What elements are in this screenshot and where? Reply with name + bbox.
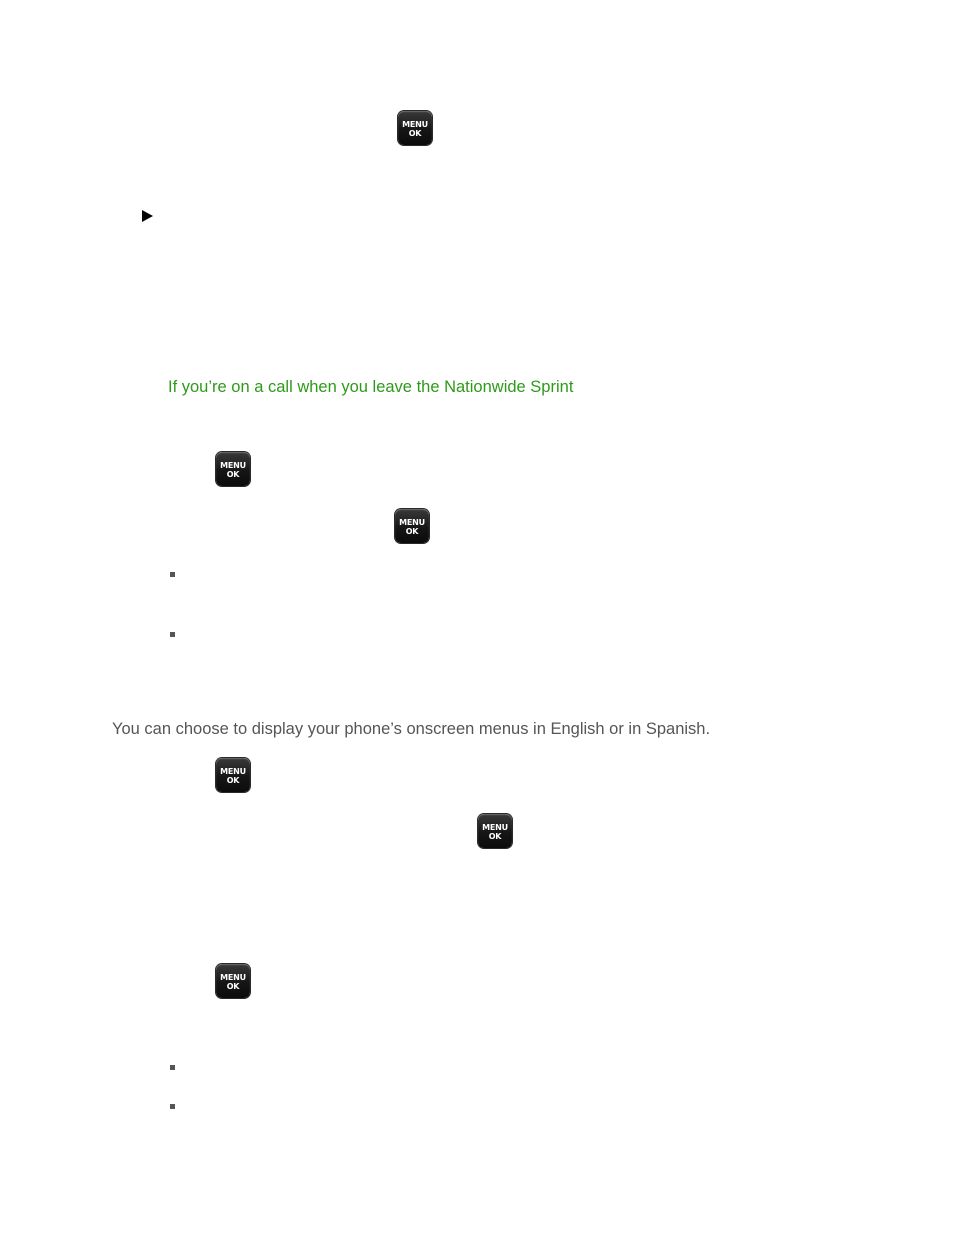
menu-ok-key-icon [398,111,432,145]
menu-ok-key-icon [478,814,512,848]
menu-key-line1: MENU [220,460,246,470]
menu-ok-key-icon [216,452,250,486]
menu-key-line2: OK [405,526,419,536]
menu-ok-key-icon [395,509,429,543]
language-intro: You can choose to display your phone’s onscreen menus in English or in Spanish. [112,720,711,738]
square-bullet-icon [170,1065,175,1070]
menu-ok-key-icon [216,758,250,792]
menu-key-line1: MENU [220,766,246,776]
menu-key-line2: OK [226,469,240,479]
square-bullet-icon [170,1104,175,1109]
arrow-bullet-icon [142,210,153,222]
menu-ok-key-icon [216,964,250,998]
menu-key-line2: OK [408,128,422,138]
menu-key-line1: MENU [399,517,425,527]
menu-key-line1: MENU [402,119,428,129]
menu-key-line1: MENU [482,822,508,832]
roaming-note: If you’re on a call when you leave the Nationwide Sprint [168,378,574,396]
menu-key-line2: OK [488,831,502,841]
square-bullet-icon [170,632,175,637]
menu-key-line2: OK [226,775,240,785]
menu-key-line2: OK [226,981,240,991]
menu-key-line1: MENU [220,972,246,982]
square-bullet-icon [170,572,175,577]
